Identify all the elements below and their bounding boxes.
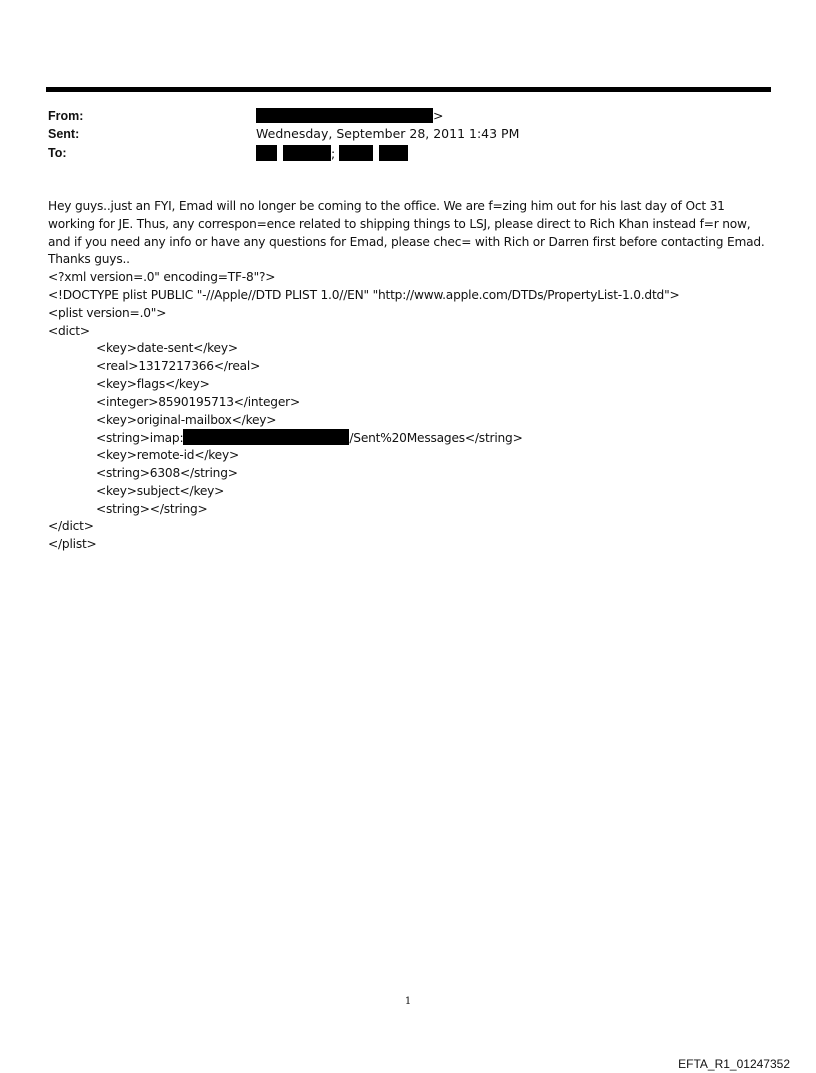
body-line: <!DOCTYPE plist PUBLIC "-//Apple//DTD PLIST 1.0//EN" "http://www.apple.com/DTDs/PropertyList-1.0.dtd"> <box>48 287 680 302</box>
body-line: and if you need any info or have any questions for Emad, please chec= with Rich or Darren first before contacting Emad. <box>48 234 765 249</box>
redacted-block <box>256 145 277 161</box>
plist-line: <key>subject</key> <box>96 483 225 498</box>
from-label: From: <box>48 109 84 123</box>
header-rule <box>46 87 771 92</box>
mailbox-prefix: <string>imap: <box>96 431 184 446</box>
redacted-block <box>256 108 433 123</box>
body-line: working for JE. Thus, any correspon=ence related to shipping things to LSJ, please direct to Rich Khan instead f=r now, <box>48 216 751 231</box>
document-id: EFTA_R1_01247352 <box>678 1057 790 1071</box>
body-line: <dict> <box>48 323 90 338</box>
plist-line: <key>remote-id</key> <box>96 448 239 463</box>
from-suffix: > <box>433 108 444 123</box>
redacted-block <box>183 429 349 445</box>
plist-mailbox-line <box>48 429 770 447</box>
sent-value: Wednesday, September 28, 2011 1:43 PM <box>256 126 520 141</box>
redacted-block <box>283 145 331 161</box>
plist-line: <string></string> <box>96 501 208 516</box>
redacted-block <box>379 145 408 161</box>
to-separator: ; <box>330 146 336 161</box>
plist-line: <string>6308</string> <box>96 465 238 480</box>
plist-line: <real>1317217366</real> <box>96 359 261 374</box>
to-value <box>256 145 408 162</box>
plist-line: <key>flags</key> <box>96 376 210 391</box>
message-body <box>48 198 770 554</box>
to-label: To: <box>48 146 67 160</box>
sent-label: Sent: <box>48 127 80 141</box>
plist-line: </plist> <box>48 537 97 552</box>
plist-line: <key>original-mailbox</key> <box>96 412 277 427</box>
body-line: Hey guys..just an FYI, Emad will no longer be coming to the office. We are f=zing him out for his last day of Oct 31 <box>48 199 725 213</box>
body-line: <plist version=.0"> <box>48 305 167 320</box>
mailbox-suffix: /Sent%20Messages</string> <box>349 431 523 446</box>
plist-line: <key>date-sent</key> <box>96 341 238 356</box>
plist-line: </dict> <box>48 519 94 534</box>
plist-line: <integer>8590195713</integer> <box>96 394 300 409</box>
body-line: Thanks guys.. <box>48 252 130 267</box>
page-number: 1 <box>404 996 412 1007</box>
redacted-block <box>339 145 373 161</box>
from-value <box>256 108 443 124</box>
body-line: <?xml version=.0" encoding=TF-8"?> <box>48 270 276 285</box>
